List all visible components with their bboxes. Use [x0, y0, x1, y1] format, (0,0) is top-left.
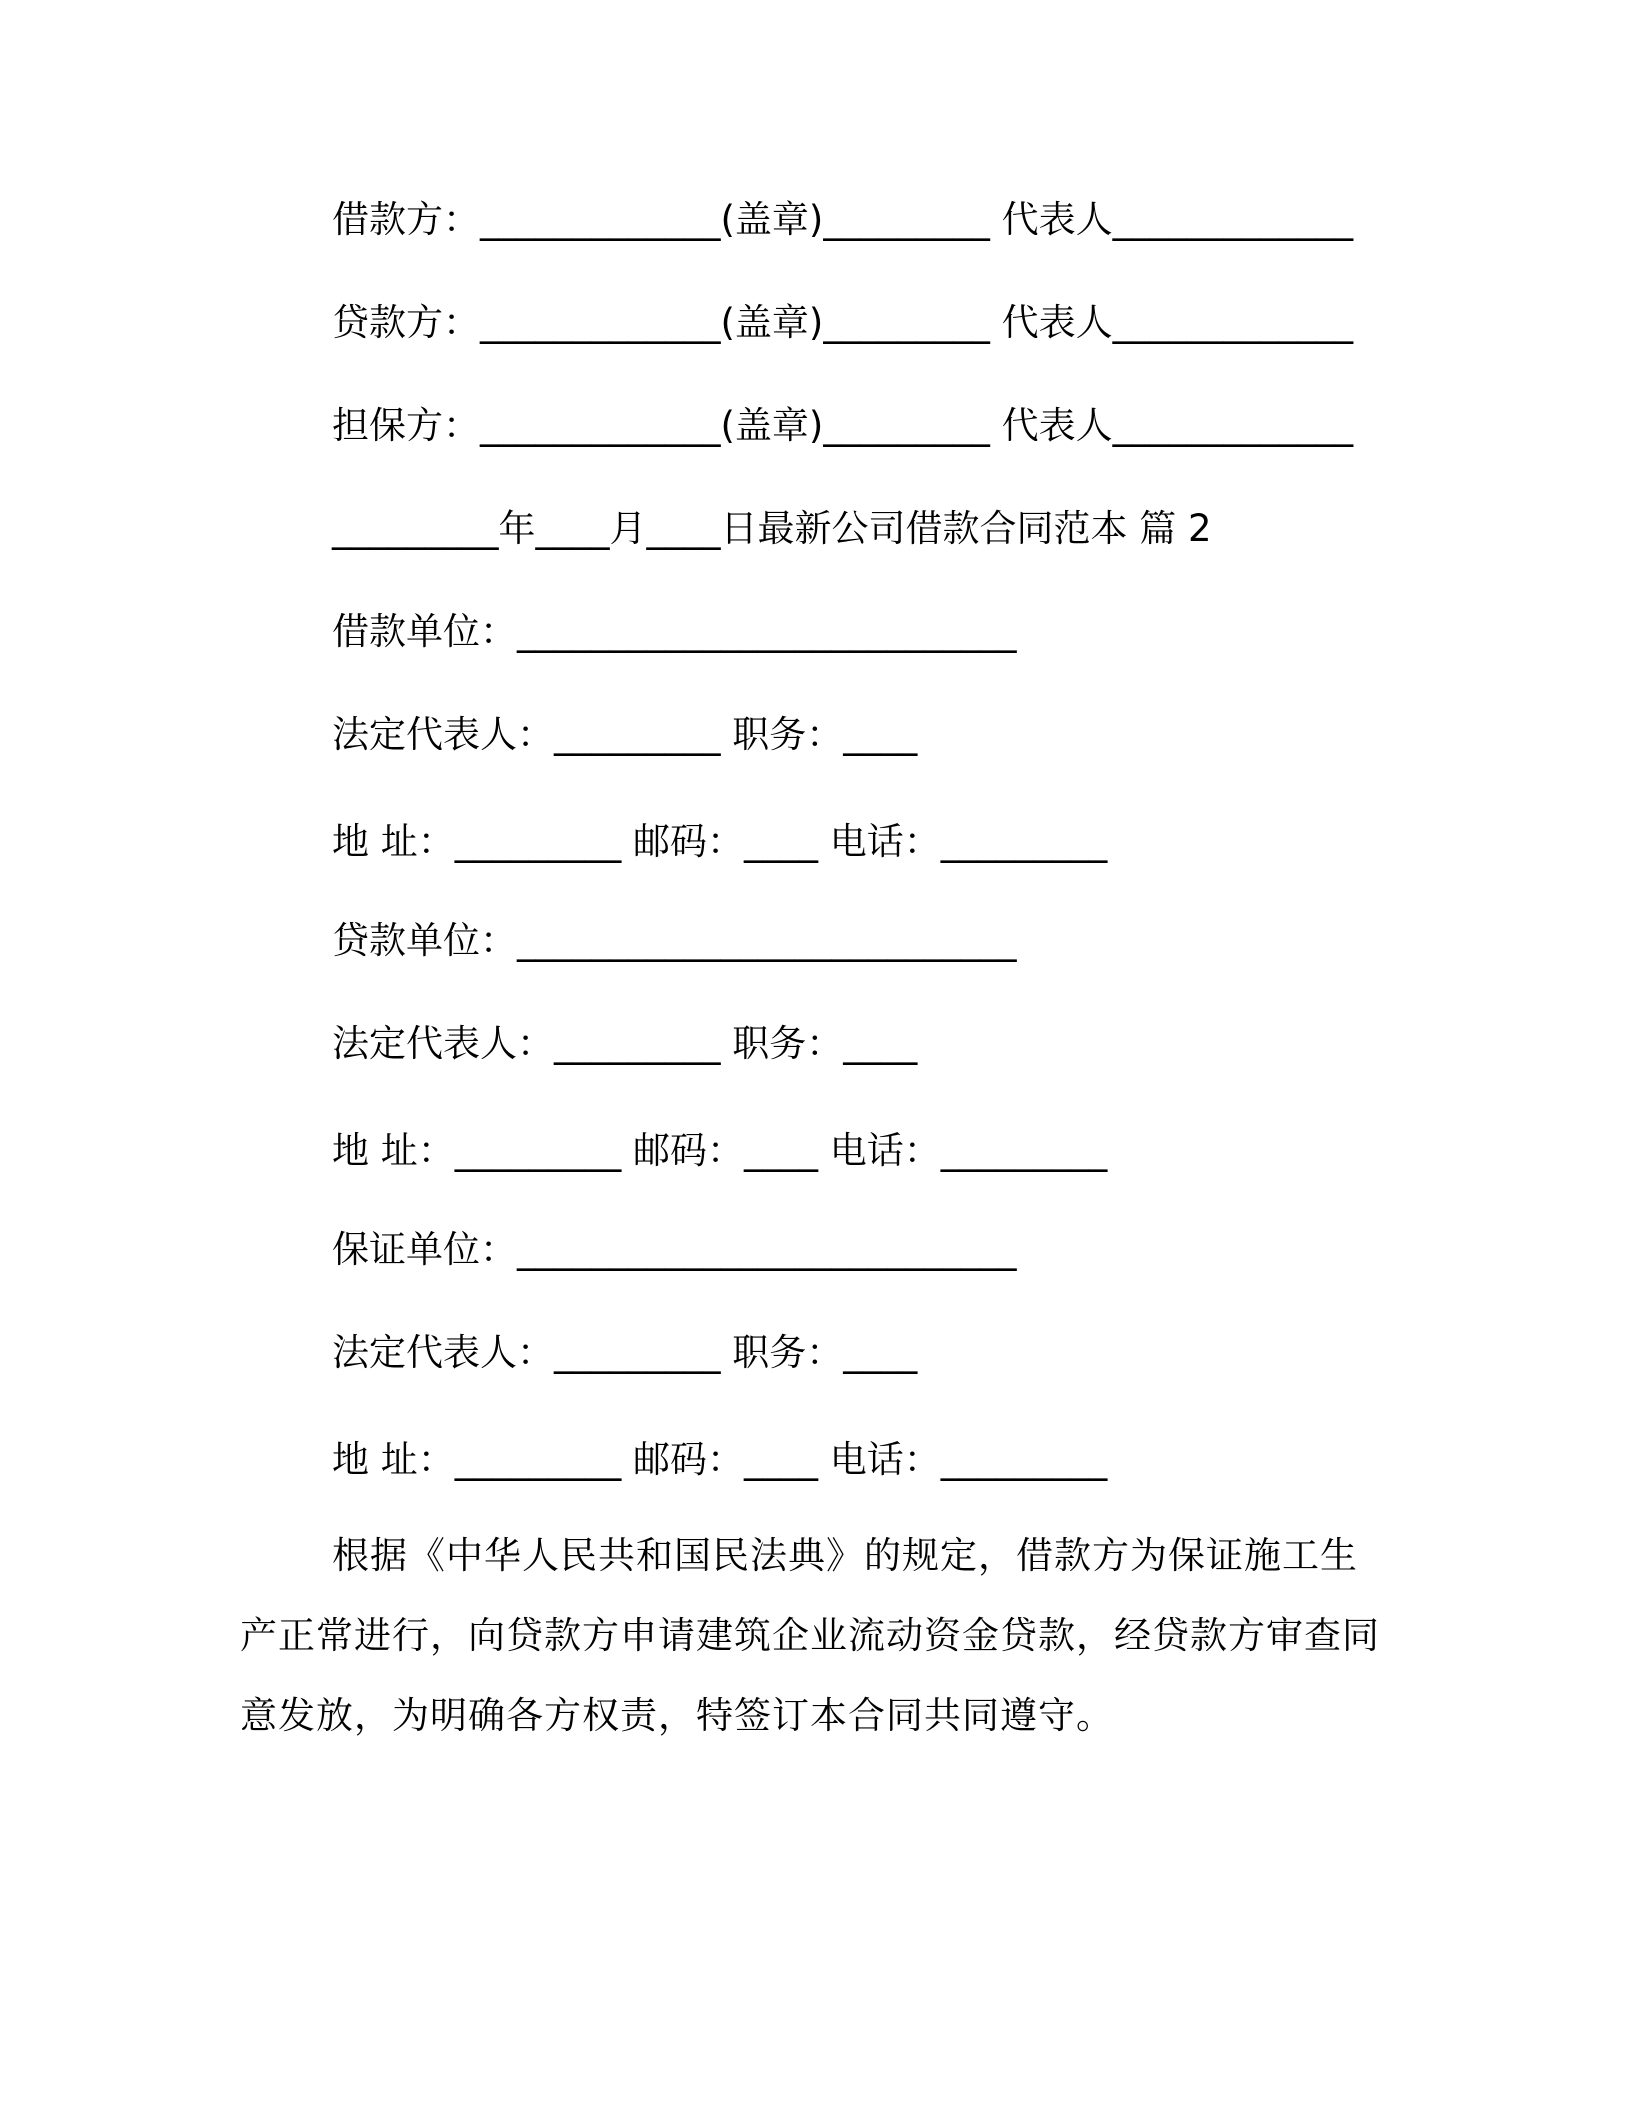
lender-address-field: 地 址：_________ 邮码：____ 电话：_________	[332, 1129, 1108, 1172]
lender-unit-field: 贷款单位：___________________________	[332, 919, 1017, 962]
borrower-address-field: 地 址：_________ 邮码：____ 电话：_________	[332, 820, 1108, 863]
guarantor-unit-field: 保证单位：___________________________	[332, 1228, 1017, 1271]
guarantor-representative-field: 法定代表人：_________ 职务：____	[332, 1331, 918, 1374]
lender-signature-line: 贷款方：_____________(盖章)_________ 代表人_____________	[332, 301, 1354, 344]
guarantor-signature-line: 担保方：_____________(盖章)_________ 代表人_____________	[332, 404, 1354, 447]
date-and-title-line: _________年____月____日最新公司借款合同范本 篇 2	[332, 507, 1212, 550]
lender-representative-field: 法定代表人：_________ 职务：____	[332, 1022, 918, 1065]
borrower-signature-line: 借款方：_____________(盖章)_________ 代表人_____________	[332, 198, 1354, 241]
borrower-unit-field: 借款单位：___________________________	[332, 610, 1017, 653]
guarantor-address-field: 地 址：_________ 邮码：____ 电话：_________	[332, 1438, 1108, 1481]
borrower-representative-field: 法定代表人：_________ 职务：____	[332, 713, 918, 756]
intro-paragraph: 根据《中华人民共和国民法典》的规定，借款方为保证施工生产正常进行，向贷款方申请建筑企业流动资金贷款，经贷款方审查同意发放，为明确各方权责，特签订本合同共同遵守。	[240, 1534, 1380, 1737]
